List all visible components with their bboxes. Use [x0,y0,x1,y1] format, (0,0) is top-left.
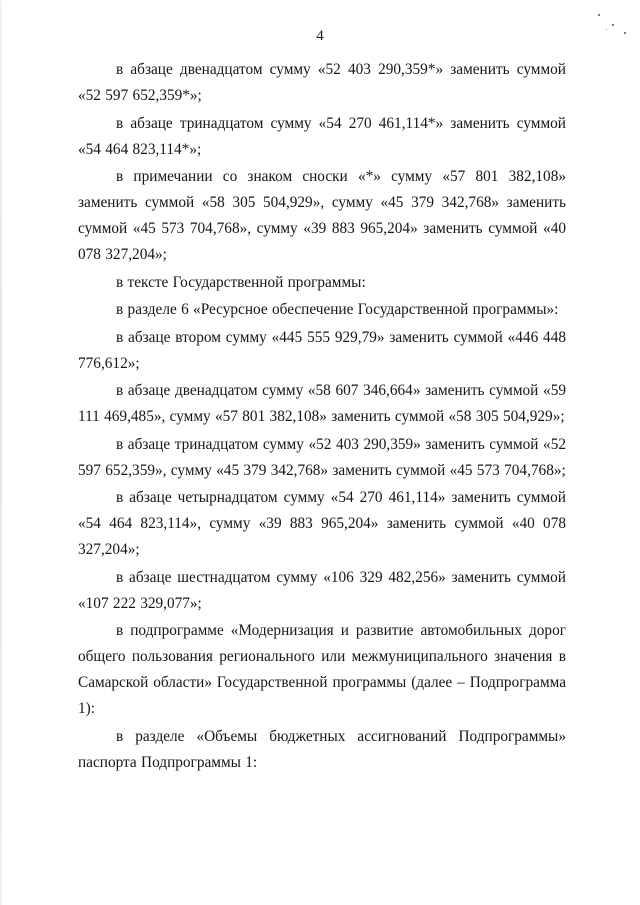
paragraph: в тексте Государственной программы: [116,273,366,291]
scan-speck [612,24,614,26]
paragraph: в подпрограмме «Модернизация и развитие автомобильных дорог общего пользования регионального или межмуниципального значения в Самарской области» Государственной программы (далее – Подпрограмма 1): [78,622,566,717]
paragraph: в разделе 6 «Ресурсное обеспечение Государственной программы»: [116,301,559,318]
scan-edge-shadow [0,0,2,905]
paragraph: в абзаце втором сумму «445 555 929,79» заменить суммой «446 448 776,612»; [78,328,566,372]
paragraph: в примечании со знаком сноски «*» сумму «57 801 382,108» заменить суммой «58 305 504,929», сумму «45 379 342,768» заменить суммой «45 573 704,768», сумму «39 883 965,204» заменить суммой «40 078 327,204»; [78,168,566,263]
paragraph: в абзаце двенадцатом сумму «58 607 346,664» заменить суммой «59 111 469,485», сумму «57 801 382,108» заменить суммой «58 305 504,929»; [78,382,566,425]
paragraph: в разделе «Объемы бюджетных ассигнований Подпрограммы» паспорта Подпрограммы 1: [78,727,566,771]
paragraph: в абзаце тринадцатом сумму «52 403 290,359» заменить суммой «52 597 652,359», сумму «45 379 342,768» заменить суммой «45 573 704,768»; [78,435,566,479]
paragraph: в абзаце двенадцатом сумму «52 403 290,359*» заменить суммой «52 597 652,359*»; [78,61,566,104]
paragraph: в абзаце четырнадцатом сумму «54 270 461,114» заменить суммой «54 464 823,114», сумму «39 883 965,204» заменить суммой «40 078 327,204»; [78,489,566,558]
paragraph: в абзаце шестнадцатом сумму «106 329 482,256» заменить суммой «107 222 329,077»; [78,568,566,612]
scan-speck [598,14,600,16]
page-number: 4 [316,28,324,44]
document-body [78,57,566,777]
paragraph: в абзаце тринадцатом сумму «54 270 461,114*» заменить суммой «54 464 823,114*»; [78,114,566,158]
